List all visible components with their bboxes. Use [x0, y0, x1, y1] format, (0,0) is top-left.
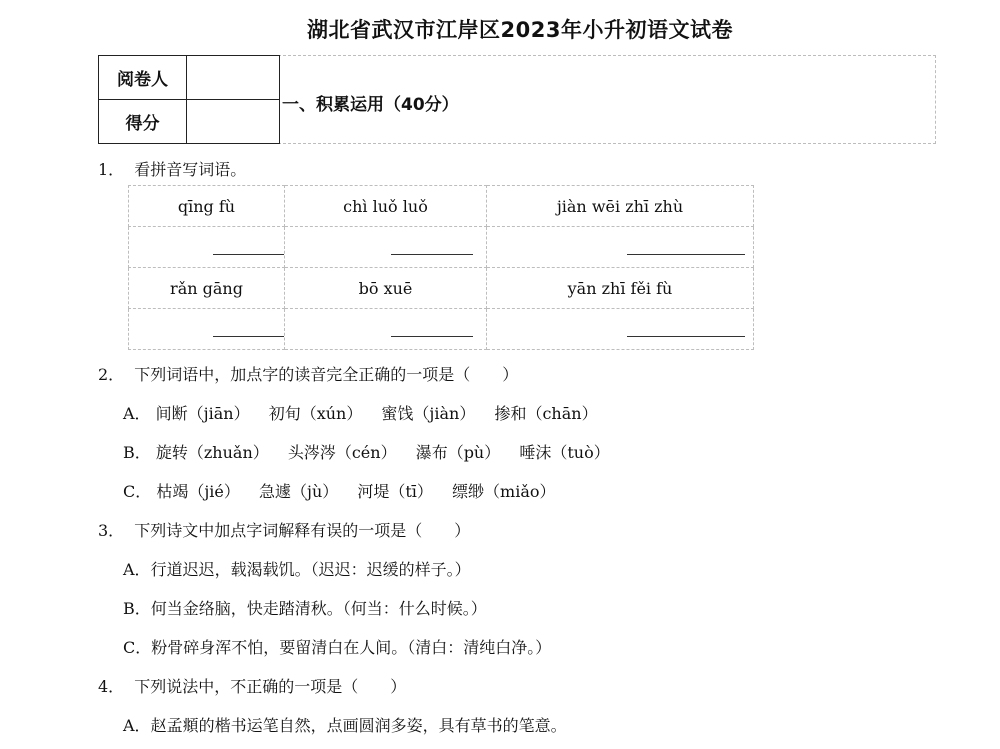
pinyin-cell: bō xuē	[285, 268, 487, 309]
pinyin-table	[128, 185, 754, 350]
option-item: 唾沫（tuò）	[519, 443, 610, 462]
answer-line	[627, 254, 745, 255]
question-number: 1．	[98, 160, 125, 179]
reviewer-blank	[187, 56, 280, 100]
section-heading: 一、积累运用（40分）	[282, 95, 459, 115]
option-text: 赵孟頫的楷书运笔自然，点画圆润多姿，具有草书的笔意。	[150, 716, 567, 735]
option-label: A．	[123, 404, 151, 423]
option-item: 枯竭（jié）	[156, 482, 240, 501]
answer-line	[213, 254, 284, 255]
option-label: A．	[123, 560, 151, 579]
answer-cell[interactable]	[487, 309, 754, 350]
option-label: B．	[123, 443, 151, 462]
pinyin-cell: rǎn gāng	[129, 268, 285, 309]
score-table	[98, 55, 280, 144]
score-label: 得分	[99, 100, 187, 144]
answer-line	[213, 336, 284, 337]
pinyin-cell: chì luǒ luǒ	[285, 186, 487, 227]
pinyin-cell: qīng fù	[129, 186, 285, 227]
option-text: 粉骨碎身浑不怕，要留清白在人间。（清白：清纯白净。）	[151, 638, 552, 657]
option-item: 河堤（tī）	[357, 482, 433, 501]
question-text: 下列诗文中加点字词解释有误的一项是（ ）	[134, 521, 471, 540]
answer-cell[interactable]	[129, 309, 285, 350]
option-text: 何当金络脑，快走踏清秋。（何当：什么时候。）	[150, 599, 487, 618]
question-4	[98, 674, 406, 697]
pinyin-cell: jiàn wēi zhī zhù	[487, 186, 754, 227]
option-text: 行道迟迟，载渴载饥。（迟迟：迟缓的样子。）	[150, 560, 471, 579]
answer-line	[627, 336, 745, 337]
question-text: 下列说法中，不正确的一项是（ ）	[134, 677, 407, 696]
reviewer-label: 阅卷人	[99, 56, 187, 100]
question-text: 看拼音写词语。	[134, 160, 247, 179]
option-3c[interactable]	[123, 635, 551, 658]
option-item: 急遽（jù）	[259, 482, 339, 501]
option-item: 头涔涔（cén）	[287, 443, 397, 462]
question-3	[98, 518, 470, 541]
option-item: 缥缈（miǎo）	[452, 482, 556, 501]
question-number: 4．	[98, 677, 125, 696]
option-2b[interactable]	[123, 440, 624, 463]
option-label: A．	[123, 716, 151, 735]
option-item: 瀑布（pù）	[415, 443, 501, 462]
question-1	[98, 157, 246, 180]
option-3a[interactable]	[123, 557, 471, 580]
option-item: 蜜饯（jiàn）	[381, 404, 476, 423]
exam-title: 湖北省武汉市江岸区2023年小升初语文试卷	[307, 18, 733, 42]
question-number: 2．	[98, 365, 125, 384]
answer-cell[interactable]	[285, 227, 487, 268]
pinyin-cell: yān zhī fěi fù	[487, 268, 754, 309]
answer-line	[391, 336, 473, 337]
answer-line	[391, 254, 473, 255]
option-2c[interactable]	[123, 479, 570, 502]
option-label: B．	[123, 599, 151, 618]
option-4a[interactable]	[123, 713, 567, 736]
option-item: 掺和（chān）	[494, 404, 598, 423]
answer-cell[interactable]	[487, 227, 754, 268]
question-text: 下列词语中，加点字的读音完全正确的一项是（ ）	[134, 365, 519, 384]
option-item: 旋转（zhuǎn）	[155, 443, 269, 462]
score-blank	[187, 100, 280, 144]
answer-cell[interactable]	[285, 309, 487, 350]
option-item: 间断（jiān）	[155, 404, 250, 423]
option-item: 初旬（xún）	[268, 404, 363, 423]
question-number: 3．	[98, 521, 125, 540]
option-2a[interactable]	[123, 401, 612, 424]
option-3b[interactable]	[123, 596, 487, 619]
answer-cell[interactable]	[129, 227, 285, 268]
option-label: C．	[123, 482, 152, 501]
option-label: C．	[123, 638, 152, 657]
question-2	[98, 362, 518, 385]
